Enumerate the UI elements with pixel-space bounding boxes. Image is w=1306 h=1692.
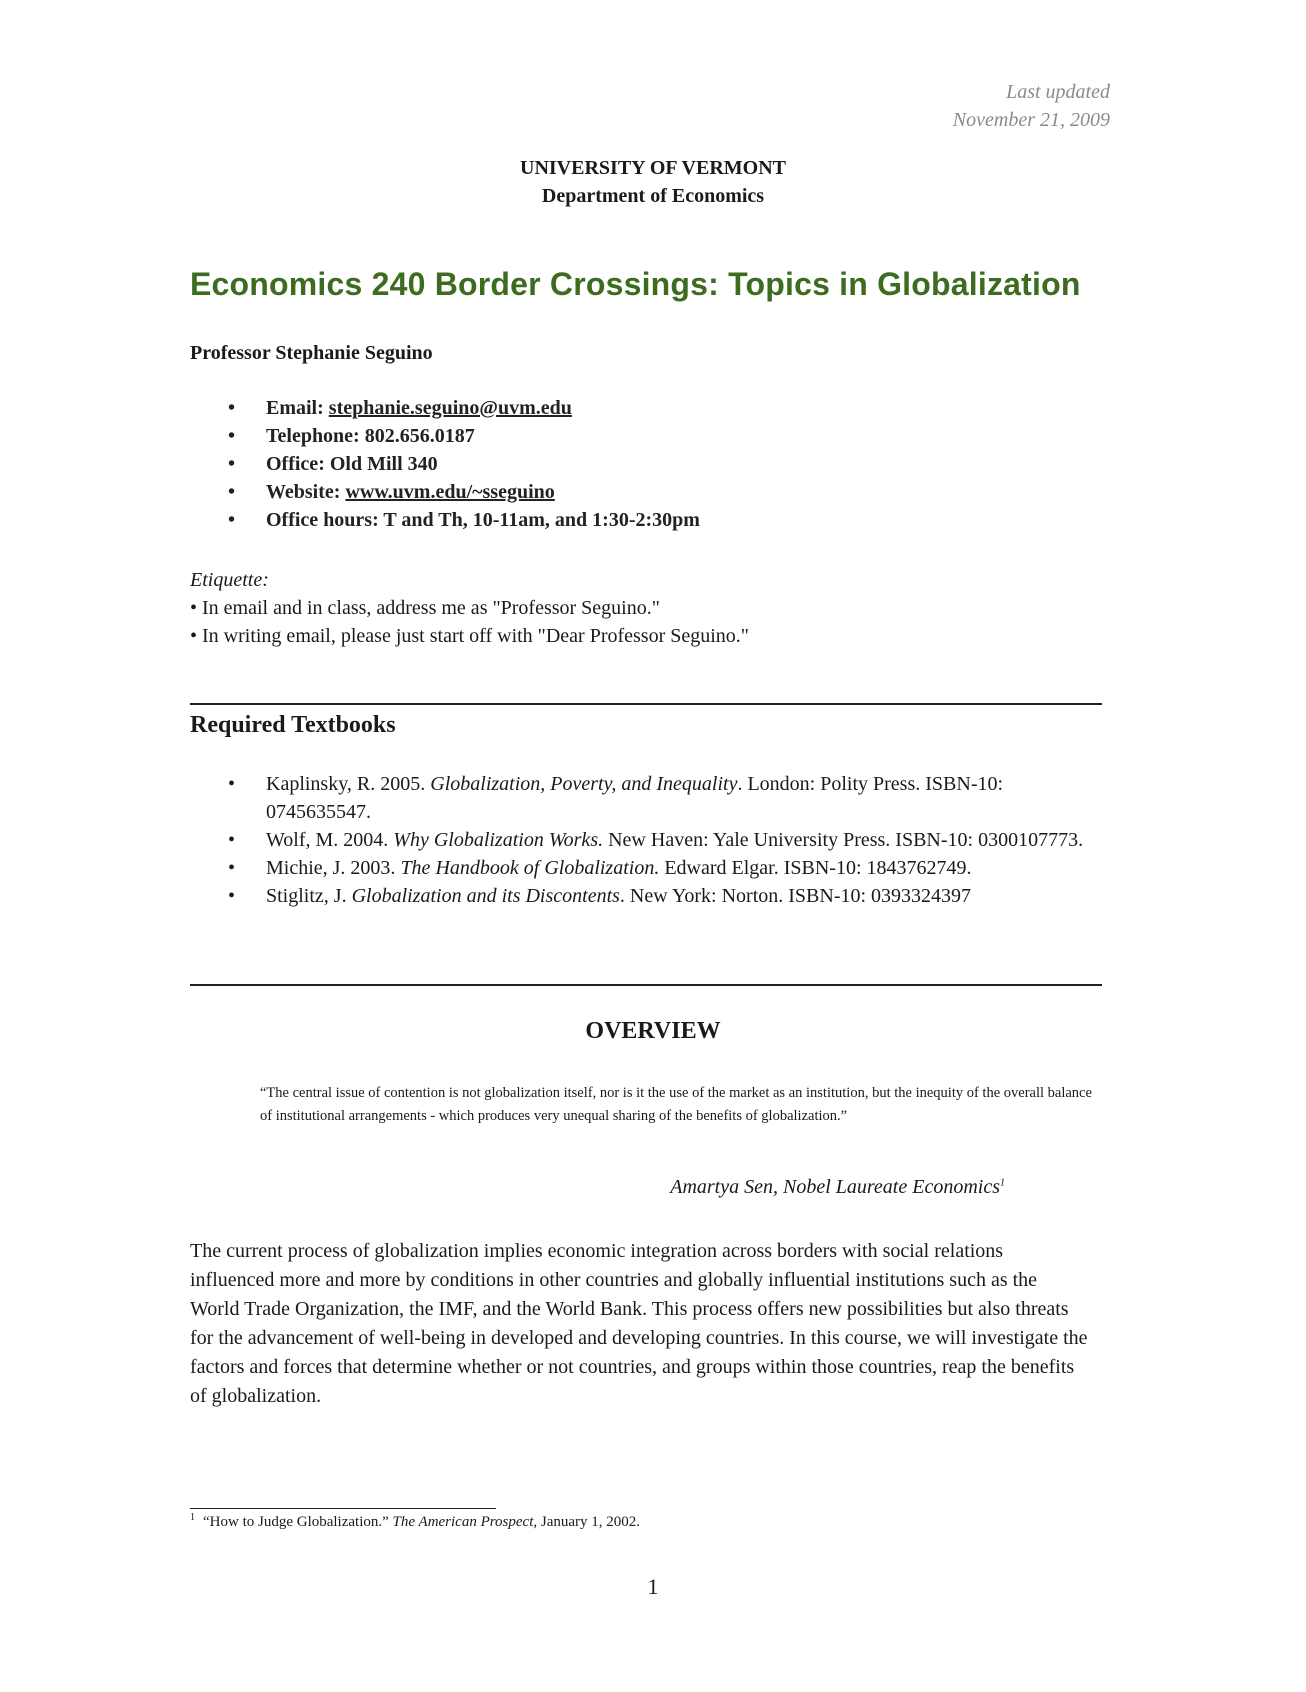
textbook-title: Why Globalization Works.	[393, 829, 604, 851]
textbook-author: Wolf, M. 2004.	[266, 829, 394, 851]
footnote-number: 1	[190, 1512, 195, 1523]
overview-heading: OVERVIEW	[585, 1018, 721, 1044]
textbook-author: Stiglitz, J.	[266, 885, 352, 907]
textbook-author: Kaplinsky, R. 2005.	[266, 773, 431, 795]
university-name: UNIVERSITY OF VERMONT	[520, 157, 786, 179]
course-title: Economics 240 Border Crossings: Topics in Globalization	[190, 266, 1081, 302]
textbook-item	[190, 826, 1090, 854]
email-label: Email:	[266, 397, 329, 419]
department-name: Department of Economics	[541, 185, 765, 207]
footnote	[190, 1506, 640, 1534]
textbook-title: Globalization and its Discontents	[351, 885, 620, 907]
overview-paragraph: The current process of globalization implies economic integration across borders with social relations influenced more and more by conditions in other countries and globally influential institutions such as the World Trade Organization, the IMF, and the World Bank. This process offers new possibilities but also threats for the advancement of well-being in developed and developing countries. In this course, we will investigate the factors and forces that determine whether or not countries, and groups within those countries, reap the benefits of globalization.	[190, 1240, 1088, 1407]
last-updated-label: Last updated	[1006, 81, 1110, 103]
textbook-publisher: Edward Elgar. ISBN-10: 1843762749.	[659, 857, 972, 879]
contact-office-hours: • Office hours: T and Th, 10-11am, and 1:30-2:30pm	[190, 506, 700, 534]
etiquette-section	[190, 566, 749, 650]
website-link[interactable]: www.uvm.edu/~sseguino	[345, 481, 555, 503]
textbook-publisher: New Haven: Yale University Press. ISBN-10: 0300107773.	[603, 829, 1084, 851]
textbook-title: The Handbook of Globalization.	[400, 857, 660, 879]
etiquette-item: • In writing email, please just start off with "Dear Professor Seguino."	[190, 625, 749, 647]
textbook-publisher: . London: Polity Press. ISBN-10: 0745635547.	[266, 773, 1004, 823]
contact-telephone: • Telephone: 802.656.0187	[190, 422, 700, 450]
footnote-source: The American Prospect,	[392, 1514, 538, 1530]
contact-list	[190, 394, 700, 534]
section-divider	[190, 984, 1102, 986]
last-updated-date: November 21, 2009	[952, 109, 1110, 131]
textbooks-heading: Required Textbooks	[190, 712, 396, 738]
textbook-item	[190, 882, 1090, 910]
email-link[interactable]: stephanie.seguino@uvm.edu	[328, 397, 572, 419]
epigraph-quote: “The central issue of contention is not globalization itself, nor is it the use of the market as an institution, but the inequity of the overall balance of institutional arrangements - which produces very unequal sharing of the benefits of globalization.”	[260, 1085, 1092, 1124]
footnote-marker[interactable]: 1	[1000, 1177, 1005, 1189]
textbook-item	[190, 854, 1090, 882]
textbook-item	[190, 770, 1090, 826]
textbook-author: Michie, J. 2003.	[266, 857, 401, 879]
contact-office: • Office: Old Mill 340	[190, 450, 700, 478]
quote-attribution	[0, 1176, 1005, 1199]
attribution-text: Amartya Sen, Nobel Laureate Economics	[670, 1176, 1000, 1198]
footnote-date: January 1, 2002.	[537, 1514, 641, 1530]
page-number: 1	[647, 1574, 659, 1599]
contact-website	[190, 478, 700, 506]
professor-name: Professor Stephanie Seguino	[190, 342, 433, 364]
last-updated	[953, 78, 1110, 134]
section-divider	[190, 703, 1102, 705]
textbook-list	[190, 770, 1090, 910]
etiquette-item: • In email and in class, address me as "Professor Seguino."	[190, 597, 660, 619]
website-label: Website:	[266, 481, 346, 503]
textbook-title: Globalization, Poverty, and Inequality	[430, 773, 738, 795]
contact-email	[190, 394, 700, 422]
footnote-title: “How to Judge Globalization.”	[203, 1514, 393, 1530]
textbook-publisher: . New York: Norton. ISBN-10: 0393324397	[619, 885, 972, 907]
etiquette-label: Etiquette:	[190, 569, 269, 591]
institution-header	[0, 154, 1306, 210]
